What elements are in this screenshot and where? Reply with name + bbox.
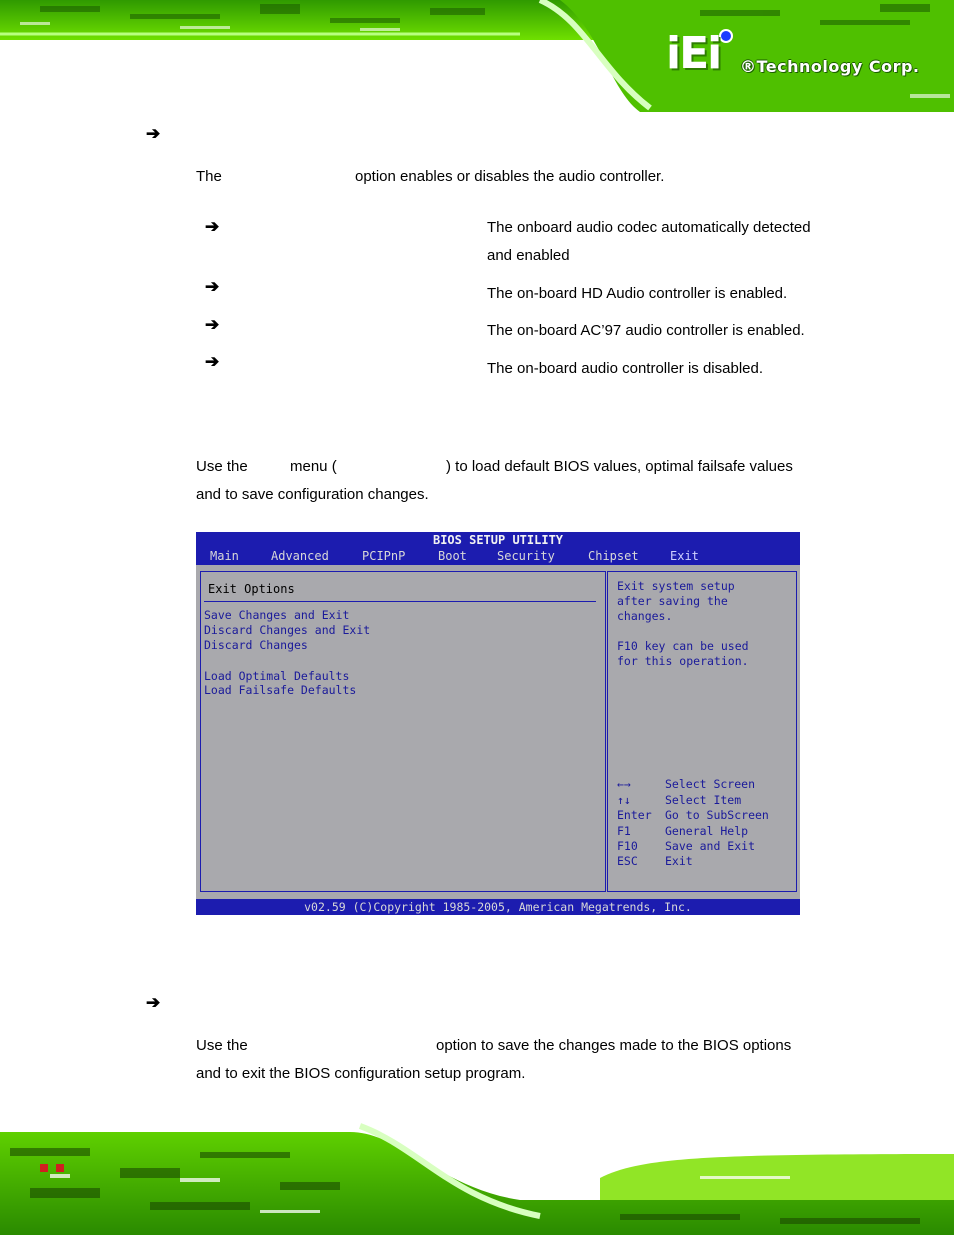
exit-intro-line2: and to save configuration changes.	[196, 486, 429, 503]
iei-logo: iEi	[666, 28, 721, 79]
company-name: ®Technology Corp.	[740, 57, 920, 76]
bullet-arrow-icon: ➔	[146, 124, 161, 143]
intro-prefix: The	[196, 168, 222, 185]
option-arrow-icon: ➔	[205, 217, 220, 236]
bios-help-line: for this operation.	[617, 654, 749, 668]
bios-help-line: changes.	[617, 609, 673, 623]
logo-dot-icon	[720, 30, 732, 42]
bios-key-action: Select Item	[665, 793, 742, 807]
circuit-board-header-graphic	[0, 0, 954, 112]
bios-tab-advanced[interactable]: Advanced	[271, 549, 329, 563]
option-desc: The on-board HD Audio controller is enabled.	[487, 285, 788, 302]
bios-item-discard[interactable]: Discard Changes	[204, 638, 308, 652]
circuit-board-footer-graphic	[0, 1118, 954, 1235]
bios-item-save-exit[interactable]: Save Changes and Exit	[204, 608, 350, 622]
bios-item-load-optimal[interactable]: Load Optimal Defaults	[204, 669, 350, 683]
option-desc: The on-board audio controller is disabled.	[487, 360, 763, 377]
bios-tab-main[interactable]: Main	[210, 549, 239, 563]
bios-panel-title: Exit Options	[208, 582, 295, 596]
option-desc-cont: and enabled	[487, 247, 570, 264]
bios-key: ↑↓	[617, 793, 631, 807]
bios-divider	[204, 601, 596, 602]
bios-tab-boot[interactable]: Boot	[438, 549, 467, 563]
save-exit-intro-b: option to save the changes made to the BIOS options	[436, 1037, 792, 1054]
exit-intro-c: ) to load default BIOS values, optimal failsafe values	[446, 458, 793, 475]
bios-key: ←→	[617, 777, 631, 791]
bios-help-line: after saving the	[617, 594, 728, 608]
option-arrow-icon: ➔	[205, 277, 220, 296]
option-desc: The on-board AC’97 audio controller is enabled.	[487, 322, 805, 339]
option-arrow-icon: ➔	[205, 352, 220, 371]
header-banner	[0, 0, 954, 112]
bios-help-line: Exit system setup	[617, 579, 735, 593]
option-arrow-icon: ➔	[205, 315, 220, 334]
bios-item-discard-exit[interactable]: Discard Changes and Exit	[204, 623, 371, 637]
bios-title: BIOS SETUP UTILITY	[432, 533, 564, 547]
bios-key-action: Go to SubScreen	[665, 808, 769, 822]
bios-tab-chipset[interactable]: Chipset	[588, 549, 639, 563]
bios-key: F1	[617, 824, 631, 838]
bullet-arrow-icon: ➔	[146, 993, 161, 1012]
bios-screenshot	[196, 532, 800, 915]
bios-key: Enter	[617, 808, 652, 822]
bios-key-action: Save and Exit	[665, 839, 756, 853]
bios-key: ESC	[617, 854, 638, 868]
bios-key-action: Select Screen	[665, 777, 756, 791]
exit-intro-b: menu (	[290, 458, 337, 475]
bios-tab-security[interactable]: Security	[497, 549, 555, 563]
intro-suffix: option enables or disables the audio controller.	[355, 168, 665, 185]
bios-help-line: F10 key can be used	[617, 639, 749, 653]
bios-key: F10	[617, 839, 638, 853]
option-desc: The onboard audio codec automatically detected	[487, 219, 811, 236]
bios-item-load-failsafe[interactable]: Load Failsafe Defaults	[204, 683, 357, 697]
save-exit-intro-a: Use the	[196, 1037, 248, 1054]
bios-key-action: General Help	[665, 824, 749, 838]
bios-tab-pcipnp[interactable]: PCIPnP	[362, 549, 406, 563]
exit-intro-a: Use the	[196, 458, 248, 475]
footer-banner	[0, 1118, 954, 1235]
bios-copyright: v02.59 (C)Copyright 1985-2005, American Megatrends, Inc.	[304, 900, 692, 914]
bios-key-action: Exit	[665, 854, 693, 868]
bios-tab-exit[interactable]: Exit	[670, 549, 699, 563]
save-exit-intro-line2: and to exit the BIOS configuration setup program.	[196, 1065, 526, 1082]
